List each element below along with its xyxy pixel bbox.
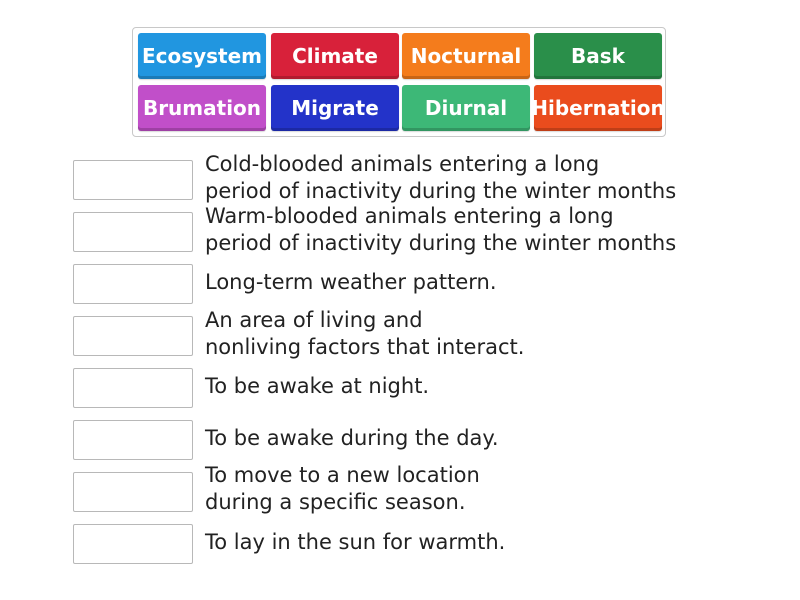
drop-slot-8[interactable] [73, 524, 193, 564]
tile-brumation[interactable]: Brumation [138, 85, 266, 131]
drop-slot-4[interactable] [73, 316, 193, 356]
tile-migrate[interactable]: Migrate [271, 85, 399, 131]
definition-8 [205, 529, 725, 556]
tile-ecosystem[interactable]: Ecosystem [138, 33, 266, 79]
drop-slot-1[interactable] [73, 160, 193, 200]
tile-diurnal[interactable]: Diurnal [402, 85, 530, 131]
definition-4-line1: An area of living and [205, 308, 423, 332]
definition-2-line1: Warm-blooded animals entering a long [205, 204, 614, 228]
definition-3 [205, 269, 725, 296]
definition-7-line2: during a specific season. [205, 490, 466, 514]
definition-6 [205, 425, 725, 452]
definition-2 [205, 203, 725, 257]
definition-1 [205, 151, 725, 205]
definition-6-line1: To be awake during the day. [205, 426, 499, 450]
drop-slot-3[interactable] [73, 264, 193, 304]
tile-nocturnal[interactable]: Nocturnal [402, 33, 530, 79]
drop-slot-2[interactable] [73, 212, 193, 252]
tile-bask[interactable]: Bask [534, 33, 662, 79]
drop-slot-7[interactable] [73, 472, 193, 512]
definition-1-line2: period of inactivity during the winter months [205, 179, 677, 203]
definition-3-line1: Long-term weather pattern. [205, 270, 497, 294]
definition-1-line1: Cold-blooded animals entering a long [205, 152, 600, 176]
drop-slot-5[interactable] [73, 368, 193, 408]
word-bank [132, 27, 666, 137]
tile-hibernation[interactable]: Hibernation [534, 85, 662, 131]
definition-4 [205, 307, 725, 361]
definition-8-line1: To lay in the sun for warmth. [205, 530, 506, 554]
definition-5-line1: To be awake at night. [205, 374, 430, 398]
definition-2-line2: period of inactivity during the winter months [205, 231, 677, 255]
definition-7-line1: To move to a new location [205, 463, 480, 487]
tile-climate[interactable]: Climate [271, 33, 399, 79]
definition-7 [205, 462, 725, 516]
definition-4-line2: nonliving factors that interact. [205, 335, 525, 359]
drop-slot-6[interactable] [73, 420, 193, 460]
definition-5 [205, 373, 725, 400]
